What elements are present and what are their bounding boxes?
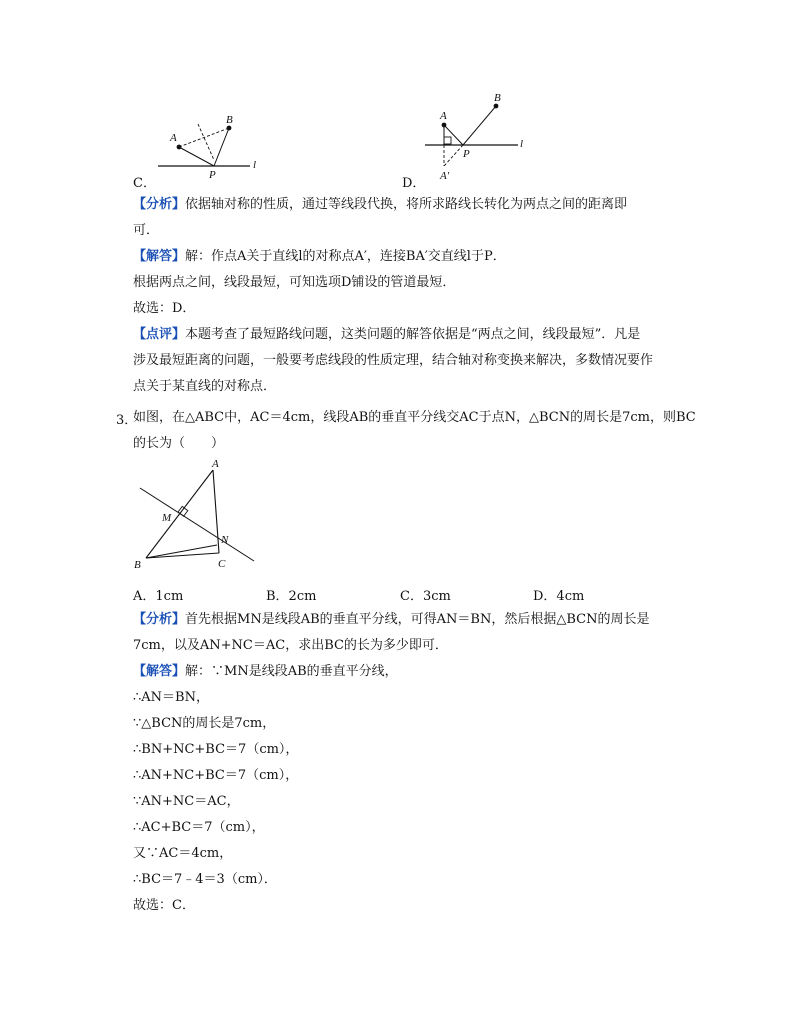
q3-analysis-line-2: 7cm，以及AN+NC＝AC，求出BC的长为多少即可． [133,638,448,653]
solution-tag: 【解答】 [133,664,186,679]
label-p: P [463,148,470,160]
q3-stem-line-2: 的长为（ ） [133,436,225,451]
label-a: A [212,458,219,470]
q2-solution-line-1: 【解答】解：作点A关于直线l的对称点A′，连接BA′交直线l于P． [133,249,506,264]
q3-step: ∴AN＝BN， [133,690,209,705]
label-b: B [226,114,233,126]
option-c: C．3cm [400,589,451,604]
perpendicular-bisector-mn [140,488,254,561]
option-c-label: C． [133,176,156,191]
label-m: M [162,512,172,524]
label-l: l [520,138,524,150]
q3-step: ∵AN+NC＝AC， [133,794,240,809]
segment-bp [463,106,496,145]
q3-step: ∴BC＝7﹣4＝3（cm）． [133,872,277,887]
q3-solution-line-1: 【解答】解：∵MN是线段AB的垂直平分线， [133,664,398,679]
option-b: B．2cm [266,589,317,604]
label-a: A [170,132,177,144]
q3-answer: 故选：C． [133,898,195,913]
segment-bp [214,128,229,166]
point-a [177,145,182,150]
option-d: D．4cm [533,589,585,604]
side-ac [213,470,219,553]
q3-step: ∴BN+NC+BC＝7（cm）， [133,742,299,757]
segment-ap [179,147,214,166]
option-d-label: D． [402,176,426,191]
dashed-p-aprime [444,145,463,166]
q2-answer: 故选：D． [133,301,196,316]
solution-tag: 【解答】 [133,249,186,264]
q2-comment-line-2: 涉及最短距离的问题，一般要考虑线段的性质定理，结合轴对称变换来解决，多数情况要作 [133,353,654,368]
label-n: N [221,534,229,546]
figure-c [150,112,270,182]
dashed-ab [179,128,229,147]
q2-analysis-line-1: 【分析】依据轴对称的性质，通过等线段代换，将所求路线长转化为两点之间的距离即 [133,197,628,212]
point-b [227,126,232,131]
q3-stem-line-1: 如图，在△ABC中，AC＝4cm，线段AB的垂直平分线交AC于点N，△BCN的周长是7cm，则BC [133,410,696,425]
segment-ap [444,125,463,145]
label-a-prime: A' [440,170,450,182]
q2-comment-line-3: 点关于某直线的对称点． [133,379,277,394]
side-ab [146,470,213,558]
right-angle-mark [444,137,451,144]
dashed-bisector [198,124,214,160]
label-b: B [134,559,141,571]
point-a [442,123,447,128]
figure-triangle-abc [132,458,282,578]
q3-step: 又∵AC＝4cm， [133,846,233,861]
option-a: A．1cm [133,589,184,604]
label-l: l [253,159,257,171]
q3-step: ∴AC+BC＝7（cm）， [133,820,265,835]
label-p: P [209,169,216,181]
q2-comment-line-1: 【点评】本题考查了最短路线问题，这类问题的解答依据是“两点之间，线段最短”．凡是 [133,327,641,342]
q3-step: ∵△BCN的周长是7cm， [133,716,276,731]
label-a: A [440,110,447,122]
label-b: B [494,92,501,104]
q3-step: ∴AN+NC+BC＝7（cm）， [133,768,299,783]
q2-solution-line-2: 根据两点之间，线段最短，可知选项D铺设的管道最短． [133,275,456,290]
point-b [494,104,499,109]
comment-tag: 【点评】 [133,327,186,342]
q3-analysis-line-1: 【分析】首先根据MN是线段AB的垂直平分线，可得AN＝BN，然后根据△BCN的周长是 [133,612,650,627]
figure-d [420,88,550,188]
analysis-tag: 【分析】 [133,612,186,627]
q2-analysis-line-2: 可． [133,223,160,238]
label-c: C [218,558,226,570]
q3-number: 3． [116,413,138,428]
analysis-tag: 【分析】 [133,197,186,212]
